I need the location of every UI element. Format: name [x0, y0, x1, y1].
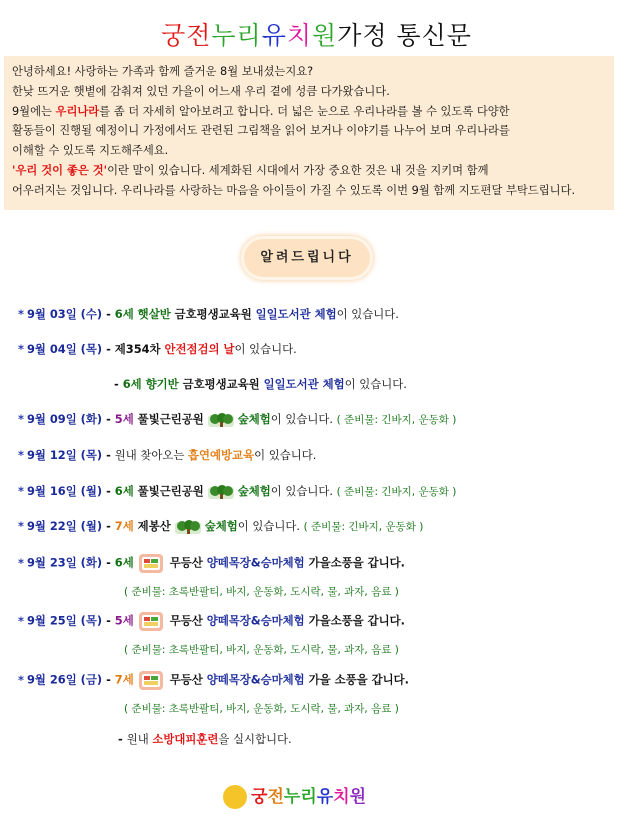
intro-highlight: '우리 것이 좋은 것'	[12, 163, 108, 177]
item-tail: 이 있습니다.	[234, 342, 297, 356]
item-place: 금호평생교육원	[170, 307, 256, 321]
item-date: 9월 16일 (월)	[26, 484, 103, 498]
star-bullet-icon: *	[18, 484, 24, 498]
logo-char: 치	[333, 787, 350, 807]
title-part: 궁전	[161, 21, 212, 50]
item-class: 6세	[114, 307, 134, 321]
item-prep: ( 준비물: 긴바지, 운동화 )	[336, 414, 457, 426]
list-item	[18, 552, 405, 572]
star-bullet-icon: *	[18, 342, 24, 356]
item-date: 9월 12일 (목)	[26, 448, 103, 462]
list-item	[18, 304, 399, 324]
intro-line	[12, 102, 608, 122]
intro-text: 이란 말이 있습니다. 세계화된 시대에서 가장 중요한 것은 내 것을 지키며 함께	[107, 163, 489, 177]
star-bullet-icon: *	[18, 519, 24, 533]
item-prep: ( 준비물: 긴바지, 운동화 )	[336, 486, 457, 498]
item-class: 5세	[114, 613, 134, 628]
lunchbox-icon	[138, 610, 164, 632]
list-item	[18, 445, 316, 465]
logo-char: 원	[349, 787, 367, 807]
item-pre: 제354차	[114, 342, 165, 356]
item-dash: -	[102, 412, 115, 426]
intro-line	[12, 161, 608, 181]
title-part: 가정 통신문	[337, 21, 472, 50]
star-bullet-icon: *	[18, 555, 24, 570]
item-pre: 원내 찾아오는	[114, 448, 189, 462]
item-dash: -	[102, 307, 115, 321]
item-tail: 을 실시합니다.	[218, 732, 292, 746]
item-event: 흡연예방교육	[188, 448, 255, 462]
intro-line: 이해할 수 있도록 지도해주세요.	[12, 144, 169, 158]
list-item	[18, 481, 456, 501]
item-date: 9월 22일 (월)	[26, 519, 103, 533]
item-dash: -	[102, 342, 115, 356]
item-dash: -	[114, 377, 123, 391]
title-part: 유	[261, 21, 287, 50]
title-part: 치	[286, 21, 313, 50]
intro-text: 9월에는	[12, 104, 56, 118]
item-date: 9월 09일 (화)	[26, 412, 103, 426]
item-event: 양떼목장&승마체험	[206, 613, 305, 628]
tree-icon	[208, 484, 234, 500]
list-item	[18, 516, 423, 536]
star-bullet-icon: *	[18, 613, 24, 628]
item-dash: -	[102, 672, 115, 687]
title-part: 원	[312, 21, 338, 50]
intro-line: 어우러지는 것입니다. 우리나라를 사랑하는 마음을 아이들이 가질 수 있도록 이번 9월 함께 지도편달 부탁드립니다.	[12, 183, 576, 197]
kindergarten-logo	[223, 782, 366, 809]
item-place: 금호평생교육원	[178, 377, 264, 391]
item-tail: 이 있습니다.	[344, 377, 407, 391]
item-dash: -	[102, 448, 115, 462]
intro-line: 한낮 뜨거운 햇볕에 감춰져 있던 가을이 어느새 우리 곁에 성큼 다가왔습니다.	[12, 84, 390, 98]
sun-logo-icon	[223, 785, 247, 809]
intro-box	[4, 56, 614, 210]
lunchbox-icon	[138, 669, 164, 691]
item-tail: 이 있습니다.	[270, 412, 333, 426]
item-dash: -	[102, 519, 115, 533]
item-event: 양떼목장&승마체험	[206, 672, 305, 687]
item-class-name: 향기반	[141, 377, 179, 391]
item-tail: 이 있습니다.	[270, 484, 333, 498]
intro-line: 안녕하세요! 사랑하는 가족과 함께 즐거운 8월 보내셨는지요?	[12, 65, 314, 78]
item-dash: -	[102, 613, 115, 628]
intro-highlight: 우리나라	[55, 104, 100, 118]
tree-icon	[175, 519, 201, 535]
item-dash: -	[102, 484, 115, 498]
logo-char: 누	[283, 787, 301, 807]
item-tail: 가을소풍을 갑니다.	[304, 613, 405, 628]
logo-char: 전	[267, 787, 284, 807]
title-part: 누리	[211, 21, 262, 50]
item-dash: -	[118, 732, 127, 746]
item-event: 숲체험	[237, 484, 271, 498]
intro-line: 활동들이 진행될 예정이니 가정에서도 관련된 그림책을 읽어 보거나 이야기를 나누어 보며 우리나라를	[12, 124, 510, 138]
item-date: 9월 26일 (금)	[26, 672, 103, 687]
item-event: 숲체험	[204, 519, 238, 533]
item-class: 6세	[114, 484, 134, 498]
item-tail: 가을 소풍을 갑니다.	[304, 672, 409, 687]
item-pre: 원내	[126, 732, 153, 746]
list-item	[118, 729, 292, 749]
page-title	[0, 16, 633, 52]
item-tail: 이 있습니다.	[336, 307, 399, 321]
item-prep: ( 준비물: 초록반팔티, 바지, 운동화, 도시락, 물, 과자, 음료 )	[124, 703, 399, 715]
logo-char: 유	[316, 787, 334, 807]
logo-char: 궁	[251, 787, 268, 807]
lunchbox-icon	[138, 552, 164, 574]
star-bullet-icon: *	[18, 412, 24, 426]
item-date: 9월 23일 (화)	[26, 555, 103, 570]
list-item	[114, 374, 407, 394]
item-event: 소방대피훈련	[152, 732, 219, 746]
notice-badge: 알려드립니다	[241, 236, 373, 280]
list-item	[18, 610, 405, 630]
intro-text: 를 좀 더 자세히 알아보려고 합니다. 더 넓은 눈으로 우리나라를 볼 수 있도록 다양한	[99, 104, 510, 118]
item-prep: ( 준비물: 긴바지, 운동화 )	[303, 521, 424, 533]
tree-icon	[208, 412, 234, 428]
item-place: 풀빛근린공원	[133, 484, 204, 498]
star-bullet-icon: *	[18, 307, 24, 321]
item-event: 일일도서관 체험	[255, 307, 337, 321]
item-prep: ( 준비물: 초록반팔티, 바지, 운동화, 도시락, 물, 과자, 음료 )	[124, 644, 399, 656]
item-event: 일일도서관 체험	[263, 377, 345, 391]
item-class: 6세	[114, 555, 134, 570]
item-place: 무등산	[169, 672, 207, 687]
item-date: 9월 04일 (목)	[26, 342, 103, 356]
item-event: 안전점검의 날	[164, 342, 235, 356]
item-tail: 이 있습니다.	[254, 448, 317, 462]
item-place: 풀빛근린공원	[133, 412, 204, 426]
item-class-name: 햇살반	[133, 307, 171, 321]
logo-char: 리	[300, 787, 317, 807]
item-place: 제봉산	[133, 519, 171, 533]
item-class: 7세	[114, 672, 134, 687]
star-bullet-icon: *	[18, 672, 24, 687]
item-event: 숲체험	[237, 412, 271, 426]
list-item	[18, 339, 297, 359]
list-item	[18, 409, 456, 429]
item-place: 무등산	[169, 555, 207, 570]
item-event: 양떼목장&승마체험	[206, 555, 305, 570]
item-prep: ( 준비물: 초록반팔티, 바지, 운동화, 도시락, 물, 과자, 음료 )	[124, 586, 399, 598]
item-date: 9월 25일 (목)	[26, 613, 103, 628]
star-bullet-icon: *	[18, 448, 24, 462]
item-tail: 이 있습니다.	[237, 519, 300, 533]
item-date: 9월 03일 (수)	[26, 307, 103, 321]
item-place: 무등산	[169, 613, 207, 628]
item-class: 5세	[114, 412, 134, 426]
item-tail: 가을소풍을 갑니다.	[304, 555, 405, 570]
item-class: 7세	[114, 519, 134, 533]
item-class: 6세	[122, 377, 142, 391]
item-dash: -	[102, 555, 115, 570]
list-item	[18, 669, 409, 689]
